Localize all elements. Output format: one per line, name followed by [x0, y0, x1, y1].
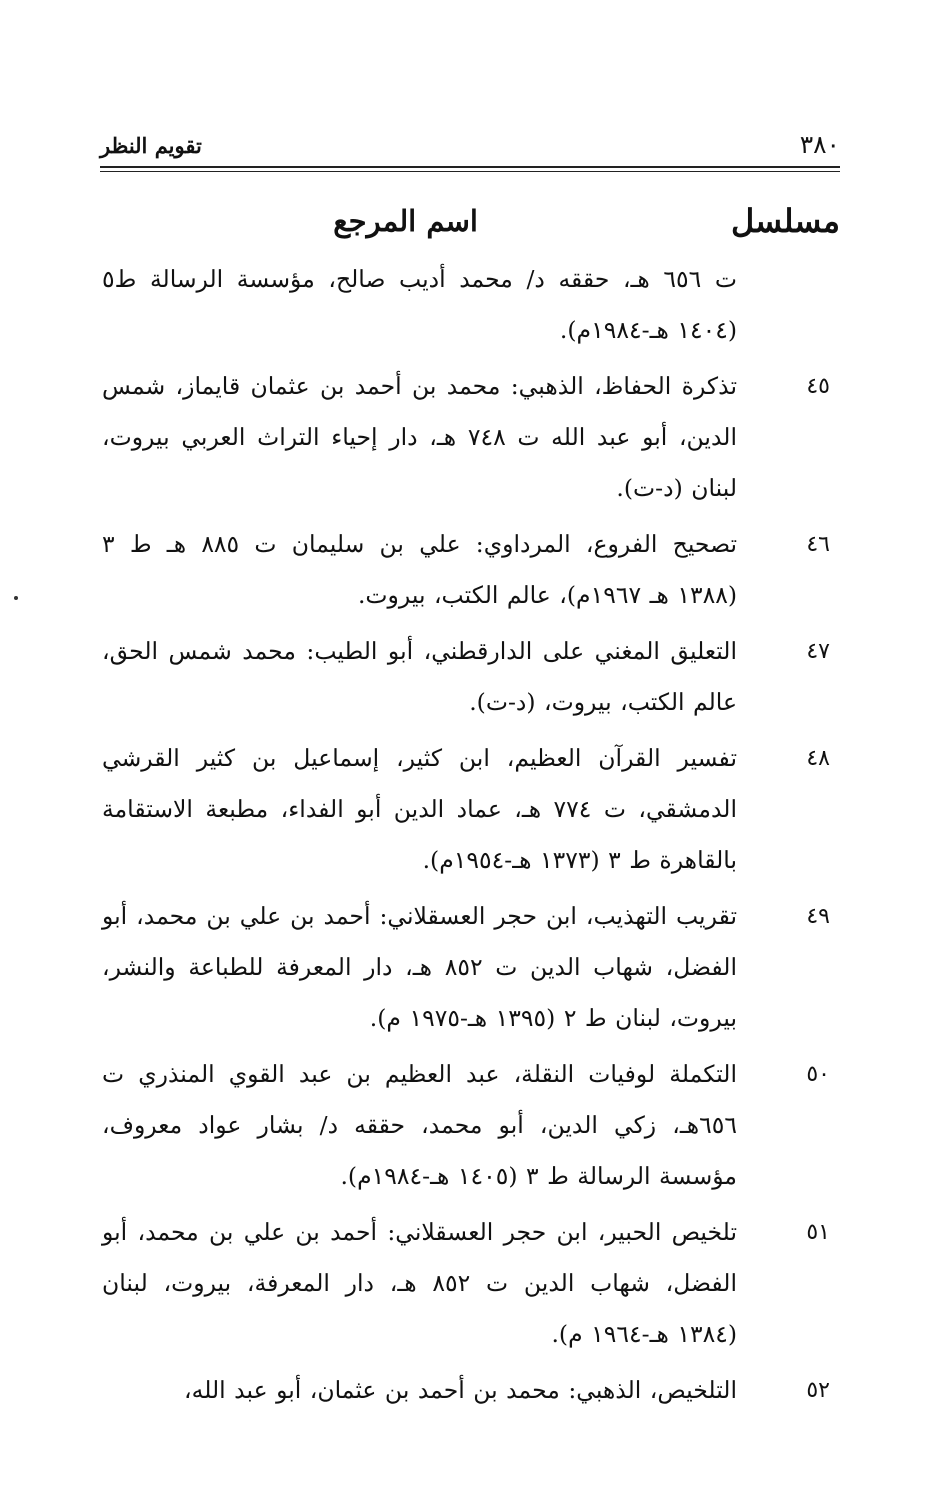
entry-text: التلخيص، الذهبي: محمد بن أحمد بن عثمان، أبو عبد الله، [184, 1376, 737, 1404]
reference-list [102, 254, 842, 1421]
entry-text: تفسير القرآن العظيم، ابن كثير، إسماعيل بن كثير القرشي الدمشقي، ت ٧٧٤ هـ، عماد الدين أبو الفداء، مطبعة الاستقامة بالقاهرة ط ٣ (١٣٧٣ هـ-١٩٥٤م). [102, 744, 737, 874]
page-number: ٣٨٠ [799, 130, 840, 159]
entry-number: ٤٨ [806, 746, 830, 771]
entry-text: التعليق المغني على الدارقطني، أبو الطيب: محمد شمس الحق، عالم الكتب، بيروت، (د-ت). [102, 637, 737, 716]
reference-entry [102, 891, 842, 1044]
entry-text: التكملة لوفيات النقلة، عبد العظيم بن عبد القوي المنذري ت ٦٥٦هـ، زكي الدين، أبو محمد، حققه د/ بشار عواد معروف، مؤسسة الرسالة ط ٣ (١٤٠٥ هـ-١٩٨٤م). [102, 1060, 737, 1190]
entry-text: تلخيص الحبير، ابن حجر العسقلاني: أحمد بن علي بن محمد، أبو الفضل، شهاب الدين ت ٨٥٢ هـ، دار المعرفة، بيروت، لبنان (١٣٨٤ هـ-١٩٦٤ م). [102, 1218, 737, 1348]
reference-entry [102, 1049, 842, 1202]
reference-entry [102, 519, 842, 621]
entry-number: ٥٠ [806, 1062, 830, 1087]
entry-text: تذكرة الحفاظ، الذهبي: محمد بن أحمد بن عثمان قايماز، شمس الدين، أبو عبد الله ت ٧٤٨ هـ، دار إحياء التراث العربي بيروت، لبنان (د-ت). [102, 372, 737, 502]
reference-entry [102, 1207, 842, 1360]
entry-number: ٤٩ [806, 904, 830, 929]
entry-number: ٥١ [806, 1220, 830, 1245]
column-heading-serial: مسلسل [730, 202, 840, 240]
header-rule [100, 166, 840, 168]
entry-text: تصحيح الفروع، المرداوي: علي بن سليمان ت ٨٨٥ هـ ط ٣ (١٣٨٨ هـ ١٩٦٧م)، عالم الكتب، بيروت. [102, 530, 737, 609]
column-heading-reference: اسم المرجع [333, 204, 478, 238]
entry-number: ٤٧ [806, 639, 830, 664]
entry-number: ٤٥ [806, 374, 830, 399]
entry-text: تقريب التهذيب، ابن حجر العسقلاني: أحمد بن علي بن محمد، أبو الفضل، شهاب الدين ت ٨٥٢ هـ، دار المعرفة للطباعة والنشر، بيروت، لبنان ط ٢ (١٣٩٥ هـ-١٩٧٥ م). [102, 902, 737, 1032]
entry-number: ٥٢ [806, 1378, 830, 1403]
book-title: تقويم النظر [100, 133, 202, 158]
reference-entry [102, 254, 842, 356]
running-header [100, 124, 840, 164]
header-rule-thin [100, 171, 840, 172]
reference-entry [102, 733, 842, 886]
entry-number: ٤٦ [806, 532, 830, 557]
scan-speck [14, 596, 18, 600]
entry-text: ت ٦٥٦ هـ، حققه د/ محمد أديب صالح، مؤسسة الرسالة ط٥ (١٤٠٤ هـ-١٩٨٤م). [102, 265, 737, 344]
reference-entry [102, 626, 842, 728]
reference-entry [102, 361, 842, 514]
reference-entry [102, 1365, 842, 1416]
